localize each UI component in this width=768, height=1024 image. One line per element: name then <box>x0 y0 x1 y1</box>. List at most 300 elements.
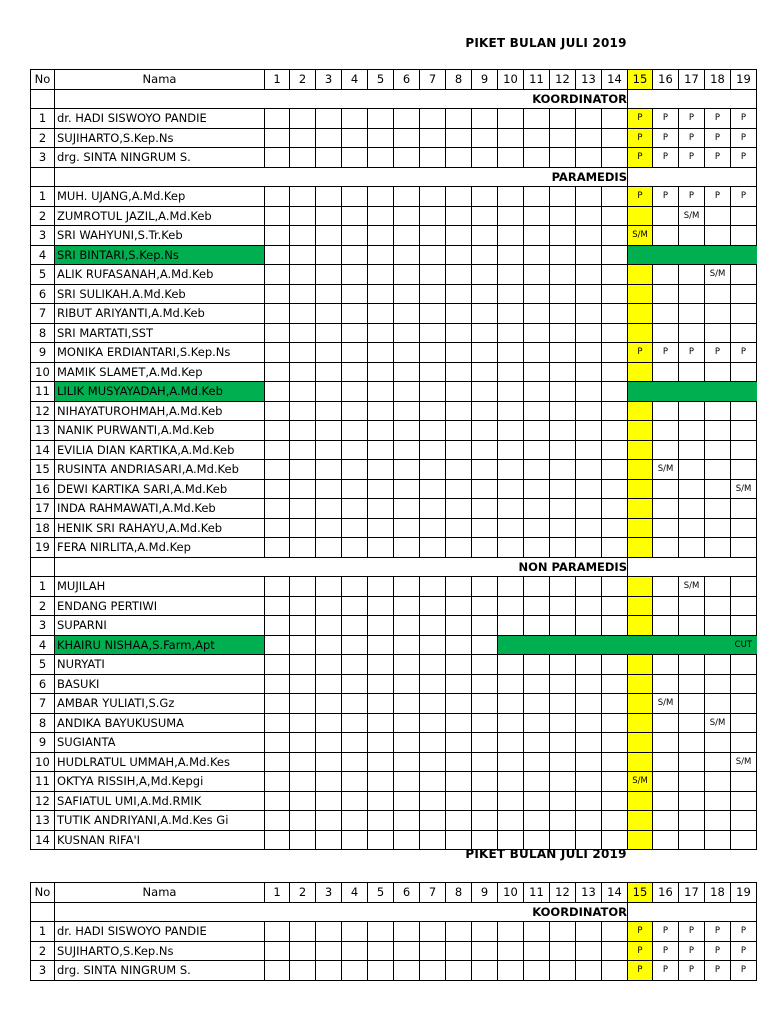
day-cell-9 <box>472 421 498 441</box>
day-cell-15: P <box>628 922 653 942</box>
day-cell-18 <box>705 635 731 655</box>
day-cell-19: P <box>731 343 757 363</box>
section-label <box>265 902 628 922</box>
day-cell-19: P <box>731 128 757 148</box>
row-nama: KHAIRU NISHAA,S.Farm,Apt <box>55 635 265 655</box>
row-nama: drg. SINTA NINGRUM S. <box>55 961 265 981</box>
day-cell-18 <box>705 518 731 538</box>
day-cell-19 <box>731 694 757 714</box>
row-nama: SUJIHARTO,S.Kep.Ns <box>55 941 265 961</box>
day-cell-8 <box>446 635 472 655</box>
day-cell-2 <box>290 538 316 558</box>
day-cell-11 <box>524 421 550 441</box>
day-cell-9 <box>472 284 498 304</box>
day-cell-3 <box>316 401 342 421</box>
table-row <box>31 226 757 246</box>
day-cell-4 <box>342 148 368 168</box>
section-row <box>31 902 757 922</box>
day-cell-3 <box>316 538 342 558</box>
day-cell-10 <box>498 635 524 655</box>
day-cell-13 <box>576 791 602 811</box>
day-cell-3 <box>316 733 342 753</box>
day-cell-6 <box>394 733 420 753</box>
day-cell-4 <box>342 440 368 460</box>
day-cell-12 <box>550 421 576 441</box>
day-cell-15 <box>628 518 653 538</box>
day-cell-19 <box>731 323 757 343</box>
day-cell-17: P <box>679 961 705 981</box>
table-row <box>31 245 757 265</box>
day-cell-8 <box>446 401 472 421</box>
row-no: 6 <box>31 674 55 694</box>
day-cell-4 <box>342 713 368 733</box>
row-nama: ENDANG PERTIWI <box>55 596 265 616</box>
day-cell-13 <box>576 284 602 304</box>
day-cell-16: S/M <box>653 694 679 714</box>
row-nama: dr. HADI SISWOYO PANDIE <box>55 922 265 942</box>
day-cell-11 <box>524 922 550 942</box>
header-day-5: 5 <box>368 70 394 90</box>
day-cell-10 <box>498 674 524 694</box>
day-cell-10 <box>498 128 524 148</box>
day-cell-5 <box>368 655 394 675</box>
day-cell-2 <box>290 479 316 499</box>
day-cell-18 <box>705 284 731 304</box>
table-row <box>31 635 757 655</box>
day-cell-7 <box>420 961 446 981</box>
day-cell-7 <box>420 128 446 148</box>
day-cell-4 <box>342 635 368 655</box>
table-row <box>31 265 757 285</box>
day-cell-2 <box>290 343 316 363</box>
row-no: 10 <box>31 752 55 772</box>
day-cell-16: P <box>653 128 679 148</box>
day-cell-5 <box>368 674 394 694</box>
day-cell-17 <box>679 479 705 499</box>
row-no: 15 <box>31 460 55 480</box>
section-blank <box>31 89 55 109</box>
day-cell-8 <box>446 538 472 558</box>
day-cell-14 <box>602 128 628 148</box>
day-cell-8 <box>446 733 472 753</box>
day-cell-18 <box>705 304 731 324</box>
day-cell-19 <box>731 440 757 460</box>
day-cell-8 <box>446 304 472 324</box>
row-nama: OKTYA RISSIH,A,Md.Kepgi <box>55 772 265 792</box>
section-blank <box>55 167 265 187</box>
day-cell-3 <box>316 596 342 616</box>
day-cell-16 <box>653 655 679 675</box>
day-cell-4 <box>342 109 368 129</box>
row-nama: HUDLRATUL UMMAH,A.Md.Kes <box>55 752 265 772</box>
day-cell-4 <box>342 499 368 519</box>
day-cell-18 <box>705 538 731 558</box>
day-cell-4 <box>342 128 368 148</box>
day-cell-9 <box>472 655 498 675</box>
day-cell-11 <box>524 811 550 831</box>
day-cell-14 <box>602 460 628 480</box>
day-cell-4 <box>342 733 368 753</box>
day-cell-9 <box>472 187 498 207</box>
day-cell-11 <box>524 941 550 961</box>
day-cell-6 <box>394 304 420 324</box>
table-row <box>31 460 757 480</box>
day-cell-8 <box>446 265 472 285</box>
header-day-10: 10 <box>498 883 524 903</box>
day-cell-5 <box>368 323 394 343</box>
day-cell-14 <box>602 479 628 499</box>
day-cell-1 <box>265 635 290 655</box>
day-cell-13 <box>576 811 602 831</box>
day-cell-10 <box>498 713 524 733</box>
day-cell-16 <box>653 733 679 753</box>
day-cell-10 <box>498 343 524 363</box>
day-cell-14 <box>602 655 628 675</box>
day-cell-3 <box>316 713 342 733</box>
header-day-17: 17 <box>679 883 705 903</box>
day-cell-17: P <box>679 343 705 363</box>
table-row <box>31 733 757 753</box>
day-cell-7 <box>420 752 446 772</box>
day-cell-11 <box>524 187 550 207</box>
header-day-17: 17 <box>679 70 705 90</box>
day-cell-9 <box>472 382 498 402</box>
day-cell-11 <box>524 961 550 981</box>
row-nama: HENIK SRI RAHAYU,A.Md.Keb <box>55 518 265 538</box>
day-cell-13 <box>576 694 602 714</box>
day-cell-6 <box>394 109 420 129</box>
row-nama: TUTIK ANDRIYANI,A.Md.Kes Gi <box>55 811 265 831</box>
day-cell-1 <box>265 479 290 499</box>
day-cell-16: P <box>653 343 679 363</box>
day-cell-4 <box>342 518 368 538</box>
day-cell-14 <box>602 382 628 402</box>
day-cell-17 <box>679 713 705 733</box>
day-cell-10 <box>498 616 524 636</box>
day-cell-1 <box>265 596 290 616</box>
day-cell-11 <box>524 596 550 616</box>
section-label-text: KOORDINATOR <box>532 904 627 919</box>
day-cell-6 <box>394 772 420 792</box>
day-cell-6 <box>394 362 420 382</box>
day-cell-2 <box>290 922 316 942</box>
day-cell-5 <box>368 245 394 265</box>
header-day-12: 12 <box>550 883 576 903</box>
day-cell-1 <box>265 713 290 733</box>
day-cell-8 <box>446 421 472 441</box>
day-cell-16: P <box>653 922 679 942</box>
day-cell-12 <box>550 518 576 538</box>
day-cell-1 <box>265 518 290 538</box>
day-cell-9 <box>472 460 498 480</box>
day-cell-2 <box>290 674 316 694</box>
section-tail <box>628 902 757 922</box>
day-cell-5 <box>368 518 394 538</box>
day-cell-10 <box>498 265 524 285</box>
day-cell-17 <box>679 791 705 811</box>
day-cell-10 <box>498 206 524 226</box>
day-cell-1 <box>265 616 290 636</box>
header-day-16: 16 <box>653 70 679 90</box>
day-cell-13 <box>576 343 602 363</box>
day-cell-18: P <box>705 128 731 148</box>
day-cell-19: P <box>731 922 757 942</box>
day-cell-15: P <box>628 961 653 981</box>
row-nama: SUGIANTA <box>55 733 265 753</box>
day-cell-17 <box>679 362 705 382</box>
day-cell-10 <box>498 499 524 519</box>
day-cell-13 <box>576 961 602 981</box>
row-nama: ZUMROTUL JAZIL,A.Md.Keb <box>55 206 265 226</box>
day-cell-2 <box>290 518 316 538</box>
header-day-11: 11 <box>524 70 550 90</box>
day-cell-16: P <box>653 109 679 129</box>
row-no: 6 <box>31 284 55 304</box>
day-cell-1 <box>265 128 290 148</box>
row-no: 12 <box>31 791 55 811</box>
day-cell-14 <box>602 421 628 441</box>
row-nama: NURYATI <box>55 655 265 675</box>
day-cell-19 <box>731 284 757 304</box>
day-cell-9 <box>472 538 498 558</box>
day-cell-11 <box>524 304 550 324</box>
day-cell-5 <box>368 304 394 324</box>
day-cell-16: P <box>653 941 679 961</box>
day-cell-15: P <box>628 187 653 207</box>
day-cell-18 <box>705 401 731 421</box>
day-cell-2 <box>290 284 316 304</box>
header-day-18: 18 <box>705 70 731 90</box>
day-cell-17: S/M <box>679 577 705 597</box>
day-cell-5 <box>368 941 394 961</box>
day-cell-16 <box>653 362 679 382</box>
day-cell-8 <box>446 323 472 343</box>
day-cell-12 <box>550 343 576 363</box>
day-cell-9 <box>472 206 498 226</box>
section-blank <box>55 89 265 109</box>
day-cell-12 <box>550 109 576 129</box>
day-cell-15 <box>628 440 653 460</box>
day-cell-15 <box>628 635 653 655</box>
table-row <box>31 596 757 616</box>
page-title-2: PIKET BULAN JULI 2019 <box>465 847 627 861</box>
day-cell-16 <box>653 440 679 460</box>
day-cell-16 <box>653 791 679 811</box>
day-cell-9 <box>472 304 498 324</box>
day-cell-16 <box>653 499 679 519</box>
day-cell-5 <box>368 284 394 304</box>
day-cell-8 <box>446 148 472 168</box>
day-cell-19 <box>731 362 757 382</box>
day-cell-15 <box>628 499 653 519</box>
day-cell-15 <box>628 323 653 343</box>
day-cell-17 <box>679 245 705 265</box>
header-day-12: 12 <box>550 70 576 90</box>
day-cell-19 <box>731 772 757 792</box>
day-cell-5 <box>368 206 394 226</box>
day-cell-5 <box>368 811 394 831</box>
day-cell-6 <box>394 811 420 831</box>
day-cell-19: P <box>731 941 757 961</box>
day-cell-10 <box>498 323 524 343</box>
day-cell-3 <box>316 128 342 148</box>
day-cell-18 <box>705 733 731 753</box>
day-cell-5 <box>368 772 394 792</box>
day-cell-2 <box>290 460 316 480</box>
day-cell-12 <box>550 226 576 246</box>
day-cell-9 <box>472 499 498 519</box>
day-cell-3 <box>316 226 342 246</box>
day-cell-5 <box>368 922 394 942</box>
header-day-15: 15 <box>628 883 653 903</box>
row-no: 1 <box>31 577 55 597</box>
day-cell-3 <box>316 421 342 441</box>
day-cell-13 <box>576 187 602 207</box>
table-row <box>31 538 757 558</box>
day-cell-11 <box>524 460 550 480</box>
day-cell-10 <box>498 811 524 831</box>
day-cell-7 <box>420 245 446 265</box>
day-cell-17 <box>679 304 705 324</box>
day-cell-12 <box>550 922 576 942</box>
day-cell-19 <box>731 518 757 538</box>
day-cell-19 <box>731 421 757 441</box>
day-cell-4 <box>342 655 368 675</box>
day-cell-1 <box>265 694 290 714</box>
day-cell-7 <box>420 109 446 129</box>
day-cell-15 <box>628 752 653 772</box>
day-cell-4 <box>342 791 368 811</box>
row-nama: FERA NIRLITA,A.Md.Kep <box>55 538 265 558</box>
day-cell-14 <box>602 343 628 363</box>
day-cell-4 <box>342 577 368 597</box>
day-cell-17: P <box>679 922 705 942</box>
day-cell-12 <box>550 635 576 655</box>
section-blank <box>55 902 265 922</box>
row-no: 9 <box>31 733 55 753</box>
day-cell-6 <box>394 460 420 480</box>
day-cell-9 <box>472 596 498 616</box>
day-cell-12 <box>550 791 576 811</box>
day-cell-17 <box>679 616 705 636</box>
day-cell-7 <box>420 323 446 343</box>
day-cell-16 <box>653 401 679 421</box>
day-cell-17 <box>679 382 705 402</box>
table-row <box>31 362 757 382</box>
day-cell-16 <box>653 772 679 792</box>
day-cell-10 <box>498 479 524 499</box>
day-cell-17 <box>679 655 705 675</box>
day-cell-7 <box>420 922 446 942</box>
day-cell-8 <box>446 206 472 226</box>
day-cell-6 <box>394 206 420 226</box>
day-cell-18: S/M <box>705 713 731 733</box>
day-cell-19 <box>731 733 757 753</box>
day-cell-13 <box>576 616 602 636</box>
table-row <box>31 421 757 441</box>
row-nama: EVILIA DIAN KARTIKA,A.Md.Keb <box>55 440 265 460</box>
header-day-14: 14 <box>602 883 628 903</box>
day-cell-3 <box>316 187 342 207</box>
day-cell-6 <box>394 323 420 343</box>
day-cell-9 <box>472 752 498 772</box>
day-cell-16 <box>653 577 679 597</box>
day-cell-1 <box>265 752 290 772</box>
day-cell-6 <box>394 499 420 519</box>
day-cell-18: P <box>705 343 731 363</box>
day-cell-12 <box>550 401 576 421</box>
day-cell-12 <box>550 245 576 265</box>
day-cell-5 <box>368 635 394 655</box>
day-cell-5 <box>368 538 394 558</box>
day-cell-10 <box>498 226 524 246</box>
header-nama: Nama <box>55 883 265 903</box>
day-cell-7 <box>420 733 446 753</box>
table-row <box>31 616 757 636</box>
day-cell-6 <box>394 694 420 714</box>
day-cell-3 <box>316 148 342 168</box>
day-cell-8 <box>446 245 472 265</box>
day-cell-18 <box>705 752 731 772</box>
day-cell-5 <box>368 109 394 129</box>
day-cell-3 <box>316 206 342 226</box>
day-cell-3 <box>316 323 342 343</box>
day-cell-18: P <box>705 187 731 207</box>
day-cell-4 <box>342 226 368 246</box>
row-nama: NIHAYATUROHMAH,A.Md.Keb <box>55 401 265 421</box>
header-day-1: 1 <box>265 883 290 903</box>
row-nama: SAFIATUL UMI,A.Md.RMIK <box>55 791 265 811</box>
header-day-18: 18 <box>705 883 731 903</box>
day-cell-9 <box>472 713 498 733</box>
day-cell-8 <box>446 713 472 733</box>
day-cell-5 <box>368 752 394 772</box>
day-cell-3 <box>316 694 342 714</box>
day-cell-8 <box>446 226 472 246</box>
day-cell-14 <box>602 148 628 168</box>
schedule-table-1 <box>30 69 757 850</box>
day-cell-17 <box>679 635 705 655</box>
day-cell-12 <box>550 499 576 519</box>
day-cell-13 <box>576 479 602 499</box>
day-cell-19 <box>731 538 757 558</box>
day-cell-15 <box>628 674 653 694</box>
day-cell-9 <box>472 148 498 168</box>
table-row <box>31 674 757 694</box>
day-cell-3 <box>316 674 342 694</box>
day-cell-15 <box>628 577 653 597</box>
table-row <box>31 206 757 226</box>
section-tail <box>628 167 757 187</box>
table-row <box>31 655 757 675</box>
day-cell-2 <box>290 655 316 675</box>
day-cell-19: P <box>731 187 757 207</box>
day-cell-14 <box>602 518 628 538</box>
day-cell-17 <box>679 226 705 246</box>
day-cell-14 <box>602 226 628 246</box>
day-cell-12 <box>550 655 576 675</box>
day-cell-7 <box>420 577 446 597</box>
header-no: No <box>31 70 55 90</box>
row-no: 2 <box>31 596 55 616</box>
day-cell-6 <box>394 577 420 597</box>
day-cell-8 <box>446 343 472 363</box>
day-cell-2 <box>290 362 316 382</box>
day-cell-9 <box>472 343 498 363</box>
header-no: No <box>31 883 55 903</box>
day-cell-12 <box>550 616 576 636</box>
day-cell-16 <box>653 323 679 343</box>
